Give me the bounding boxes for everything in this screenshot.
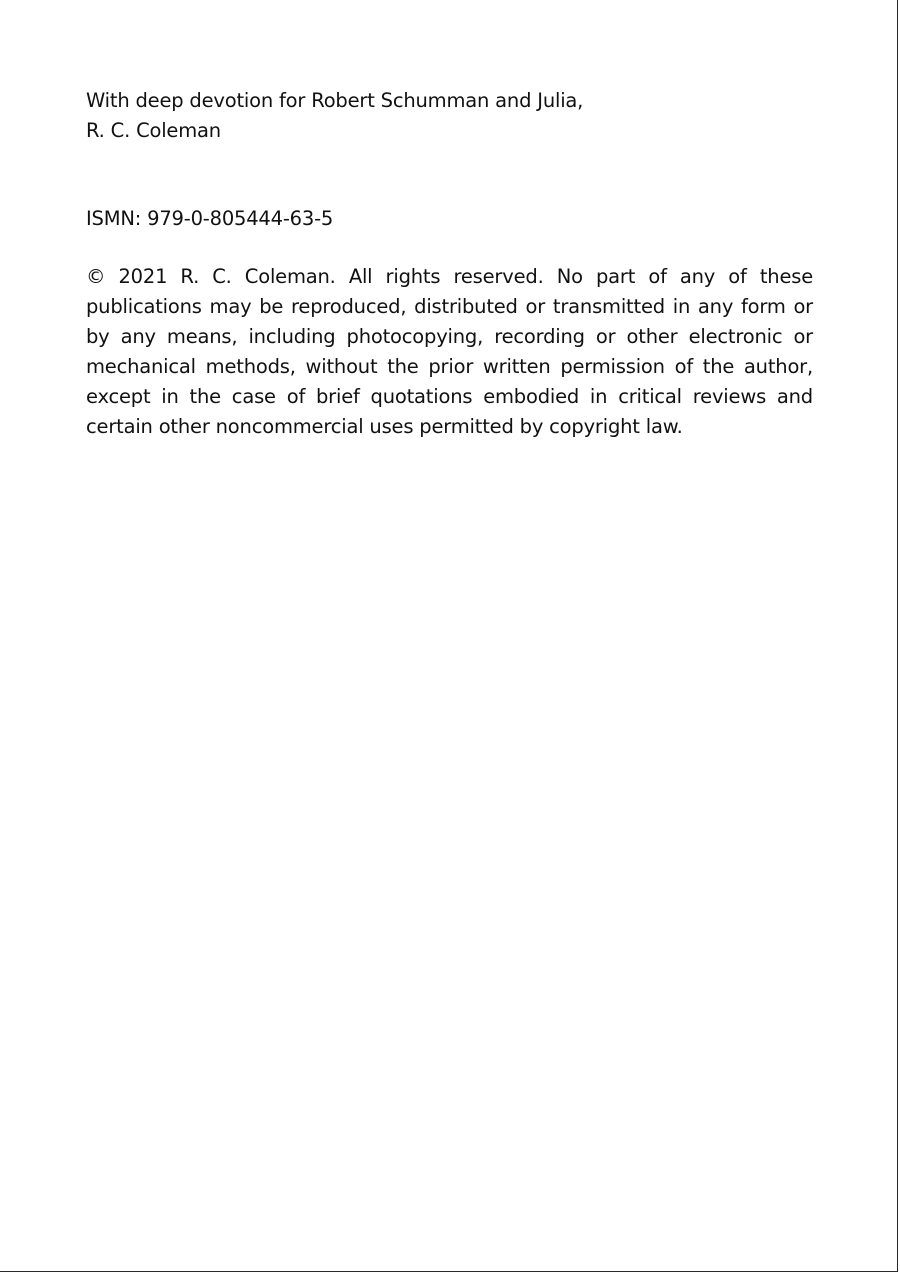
page-content (86, 86, 813, 438)
copyright-notice: © 2021 R. C. Coleman. All rights reserved. No part of any of these publications may be reproduced, distributed or transmitted in any form or by any means, including photocopying, recording or other electronic or mechanical methods, without the prior written permission of the author, except in the case of brief quotations embodied in critical reviews and certain other noncommercial uses permitted by copyright law. (86, 265, 813, 438)
dedication-author: R. C. Coleman (86, 119, 221, 142)
dedication-line-1: With deep devotion for Robert Schumman and Julia, (86, 89, 584, 112)
dedication (86, 86, 813, 146)
ismn-number: ISMN: 979-0-805444-63-5 (86, 207, 334, 230)
